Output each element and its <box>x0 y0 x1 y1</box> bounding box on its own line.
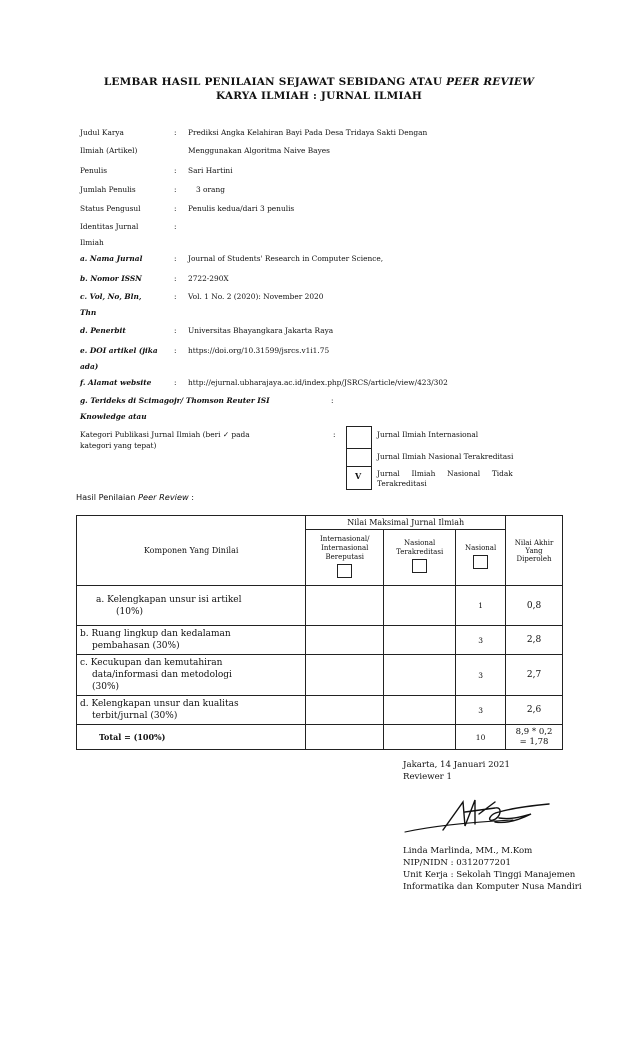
doi-value: https://doi.org/10.31599/jsrcs.v1i1.75 <box>188 346 330 355</box>
kategori-checkbox-nasional-akreditasi[interactable] <box>346 448 372 468</box>
akhir-cell: 2,8 <box>506 626 563 655</box>
nilai-maks-header: Nilai Maksimal Jurnal Ilmiah <box>306 516 506 530</box>
colon: : <box>174 274 177 283</box>
komponen-cell <box>77 696 306 725</box>
title-line1: LEMBAR HASIL PENILAIAN SEJAWAT SEBIDANG ATAU <box>103 76 447 88</box>
nas-akr-cell <box>384 655 456 696</box>
total-nas-cell: 10 <box>456 725 506 750</box>
penerbit-label: d. Penerbit <box>80 326 126 335</box>
hasil-italic: Peer Review <box>138 492 189 502</box>
identitas-label-1: Identitas Jurnal <box>80 222 139 231</box>
nas-cell: 3 <box>456 696 506 725</box>
komponen-text-2: pembahasan (30%) <box>92 641 180 651</box>
intl-header <box>306 530 384 586</box>
kategori-option-international: Jurnal Ilmiah Internasional <box>377 430 479 439</box>
total-akhir-line1: 8,9 * 0,2 <box>515 727 553 737</box>
colon: : <box>174 166 177 175</box>
penulis-label: Penulis <box>80 166 108 175</box>
nama-jurnal-value: Journal of Students' Research in Computer Science, <box>188 254 384 263</box>
akhir-cell: 2,6 <box>506 696 563 725</box>
website-value: http://ejurnal.ubharajaya.ac.id/index.php/JSRCS/article/view/423/302 <box>188 378 448 387</box>
komponen-text-2: terbit/jurnal (30%) <box>92 711 178 721</box>
website-label: f. Alamat website <box>80 378 152 387</box>
total-label: Total = (100%) <box>77 725 306 750</box>
colon: : <box>174 326 177 335</box>
table-row <box>77 586 563 626</box>
table-row <box>77 626 563 655</box>
colon: : <box>174 346 177 355</box>
terindeks-label-2: Knowledge atau <box>80 412 147 421</box>
reviewer-unit-2: Informatika dan Komputer Nusa Mandiri <box>403 882 582 892</box>
colon: : <box>174 185 177 194</box>
komponen-cell <box>77 626 306 655</box>
issn-label: b. Nomor ISSN <box>80 274 142 283</box>
komponen-header: Komponen Yang Dinilai <box>77 516 306 586</box>
kategori-label-1: Kategori Publikasi Jurnal Ilmiah (beri ✓ pada <box>80 430 250 439</box>
intl-cell <box>306 696 384 725</box>
intl-cell <box>306 626 384 655</box>
checkbox-mark: V <box>355 471 362 481</box>
komponen-text: d. Kelengkapan unsur dan kualitas <box>80 699 239 709</box>
nas-akr-cell <box>384 725 456 750</box>
hasil-penilaian-label <box>76 492 194 502</box>
table-row <box>77 655 563 696</box>
vol-value: Vol. 1 No. 2 (2020): November 2020 <box>188 292 324 301</box>
identitas-label-2: Ilmiah <box>80 238 104 247</box>
judul-label-1: Judul Karya <box>80 128 124 137</box>
document-title <box>0 76 638 88</box>
issn-value: 2722-290X <box>188 274 229 283</box>
komponen-text-2: (10%) <box>116 606 144 617</box>
komponen-text: c. Kecukupan dan kemutahiran <box>80 658 223 668</box>
kategori-option-nasional-akreditasi: Jurnal Ilmiah Nasional Terakreditasi <box>377 452 514 461</box>
document-subtitle: KARYA ILMIAH : JURNAL ILMIAH <box>215 90 423 102</box>
intl-checkbox[interactable] <box>337 564 352 578</box>
nas-akr-header <box>384 530 456 586</box>
nas-akr-cell <box>384 626 456 655</box>
nas-cell: 3 <box>456 655 506 696</box>
akhir-cell: 2,7 <box>506 655 563 696</box>
nas-checkbox[interactable] <box>473 555 488 569</box>
reviewer-nip: NIP/NIDN : 0312077201 <box>403 858 511 868</box>
nas-header <box>456 530 506 586</box>
table-row-total <box>77 725 563 750</box>
judul-value-1: Prediksi Angka Kelahiran Bayi Pada Desa Tridaya Sakti Dengan <box>188 128 428 137</box>
judul-label-2: Ilmiah (Artikel) <box>80 146 138 155</box>
colon: : <box>174 378 177 387</box>
nas-akr-cell <box>384 586 456 626</box>
penerbit-value: Universitas Bhayangkara Jakarta Raya <box>188 326 334 335</box>
komponen-text: b. Ruang lingkup dan kedalaman <box>80 629 231 639</box>
reviewer-role: Reviewer 1 <box>403 772 452 782</box>
intl-cell <box>306 586 384 626</box>
colon: : <box>174 292 177 301</box>
penulis-value: Sari Hartini <box>188 166 233 175</box>
komponen-cell <box>77 586 306 626</box>
komponen-text: a. Kelengkapan unsur isi artikel <box>96 594 242 605</box>
nama-jurnal-label: a. Nama Jurnal <box>80 254 143 263</box>
total-akhir-line2: = 1,78 <box>519 737 549 747</box>
komponen-text-3: (30%) <box>92 682 120 692</box>
colon: : <box>174 254 177 263</box>
hasil-suffix: : <box>188 492 195 502</box>
doi-label-1: e. DOI artikel (jika <box>80 346 158 355</box>
doi-label-2: ada) <box>80 362 99 371</box>
kategori-option-nasional-tidak: Jurnal Ilmiah Nasional Tidak <box>377 469 513 478</box>
peer-review-table <box>76 515 563 750</box>
reviewer-name: Linda Marlinda, MM., M.Kom <box>403 846 533 856</box>
nas-cell: 1 <box>456 586 506 626</box>
nilai-akhir-header: Nilai Akhir Yang Diperoleh <box>506 516 563 586</box>
kategori-checkbox-international[interactable] <box>346 426 372 450</box>
terindeks-label-1: g. Terideks di Scimagojr/ Thomson Reuter ISI <box>80 396 270 405</box>
table-row <box>77 696 563 725</box>
jumlah-penulis-label: Jumlah Penulis <box>80 185 136 194</box>
nas-header-text: Nasional <box>464 543 497 552</box>
handwritten-signature <box>403 790 553 840</box>
total-akhir-cell <box>506 725 563 750</box>
judul-value-2: Menggunakan Algoritma Naive Bayes <box>188 146 330 155</box>
nas-akr-checkbox[interactable] <box>412 559 427 573</box>
reviewer-unit-1: Unit Kerja : Sekolah Tinggi Manajemen <box>403 870 576 880</box>
vol-label-1: c. Vol, No, Bln, <box>80 292 142 301</box>
komponen-cell <box>77 655 306 696</box>
colon: : <box>333 430 336 439</box>
hasil-prefix: Hasil Penilaian <box>76 492 139 502</box>
kategori-checkbox-nasional-tidak[interactable] <box>346 466 372 490</box>
nas-akr-header-text: Nasional Terakreditasi <box>396 539 444 556</box>
status-label: Status Pengusul <box>80 204 141 213</box>
colon: : <box>174 128 177 137</box>
colon: : <box>174 204 177 213</box>
nas-akr-cell <box>384 696 456 725</box>
komponen-text-2: data/informasi dan metodologi <box>92 670 232 680</box>
kategori-option-nasional-tidak-line2: Terakreditasi <box>377 479 427 488</box>
akhir-cell: 0,8 <box>506 586 563 626</box>
place-date: Jakarta, 14 Januari 2021 <box>403 760 510 770</box>
colon: : <box>174 222 177 231</box>
kategori-label-2: kategori yang tepat) <box>80 441 157 450</box>
nas-cell: 3 <box>456 626 506 655</box>
intl-cell <box>306 725 384 750</box>
vol-label-2: Thn <box>80 308 97 317</box>
status-value: Penulis kedua/dari 3 penulis <box>188 204 295 213</box>
title-line1-italic: PEER REVIEW <box>446 76 535 88</box>
colon: : <box>331 396 334 405</box>
intl-cell <box>306 655 384 696</box>
intl-header-text: Internasional/ Internasional Bereputasi <box>319 534 370 561</box>
jumlah-penulis-value: 3 orang <box>196 185 225 194</box>
